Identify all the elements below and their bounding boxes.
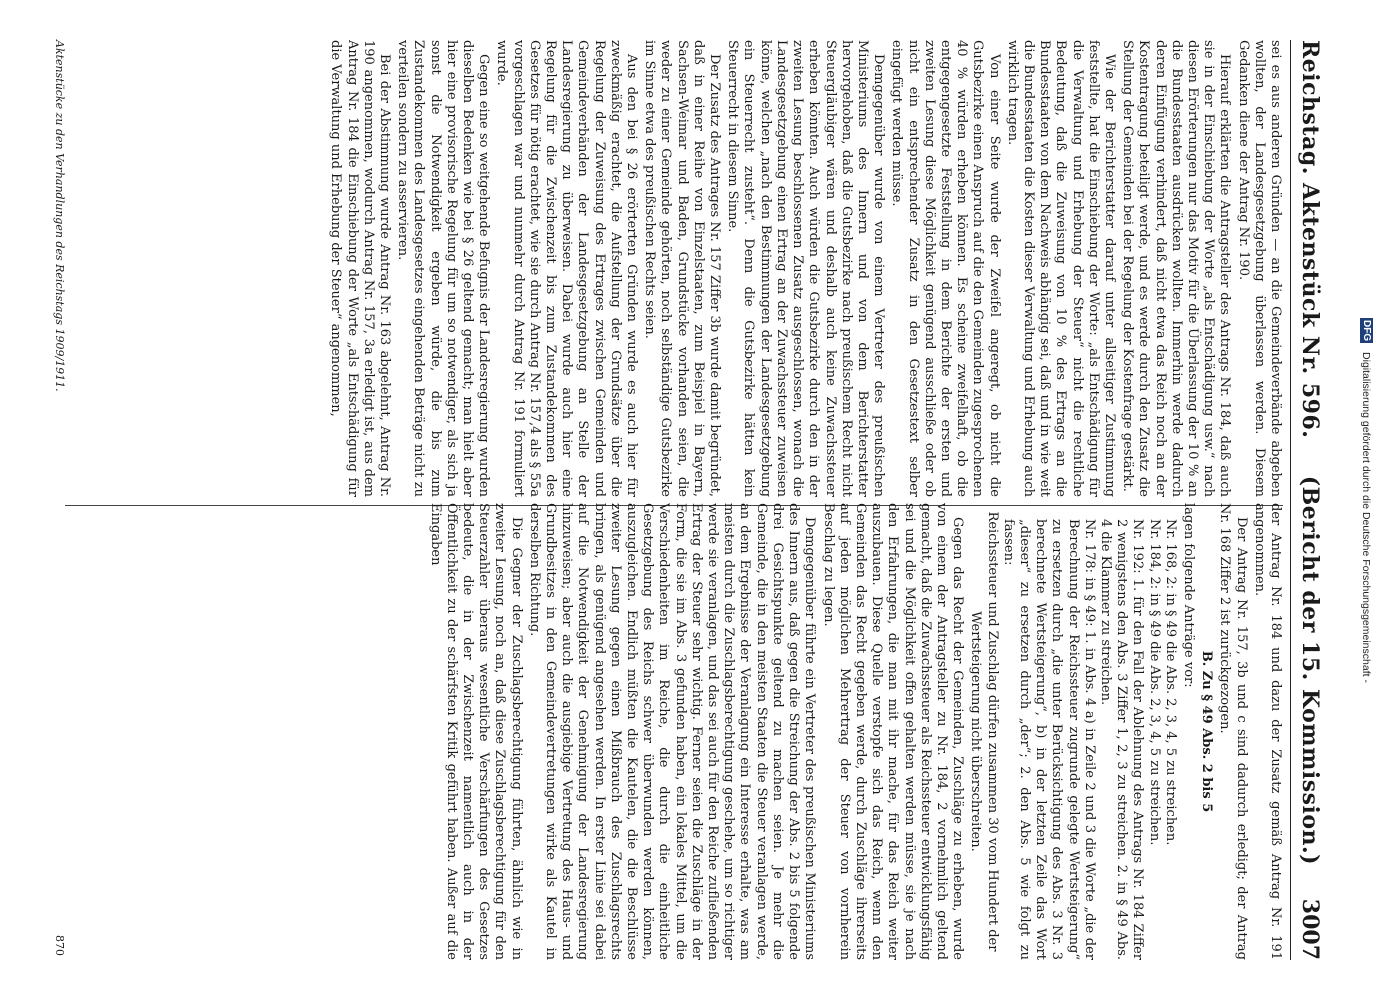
right-paragraph: Die Gegner der Zuschlagsberechtigung führten, ähnlich wie in zweiter Lesung, noch an, daß diese Zuschlagsberechtigung für den Steuerzahler überaus wesentliche Verschärfungen des Gesetzes bedeute, die in der Zwischenzeit namentlich auch in der Öffentlichkeit zu der schärfsten Kritik geführt haben. Außer auf die Eingaben <box>427 503 524 960</box>
motion-item: Nr. 184, 2: in § 49 die Abs. 2, 3, 4, 5 zu streichen. <box>1146 519 1162 846</box>
left-column <box>65 40 1283 497</box>
dfg-logo: DFG <box>1361 319 1372 341</box>
left-paragraph: Gegen eine so weitgehende Befugnis der Landesregierung wurden dieselben Bedenken wie bei § 26 geltend gemacht; man hielt aber hier eine provisorische Regelung für um so notwendiger, als sich ja sonst die Notwendigkeit ergeben würde, die bis zum Zustandekommen des Landesgesetzes eingehenden Beträge nicht zu verteilen sondern zu asservieren. <box>394 40 491 497</box>
left-paragraph: Von einer Seite wurde der Zweifel angeregt, ob nicht die Gutsbezirke einen Anspruch auf die den Gemeinden zugesprochenen 40 % würden erheben können. Es scheine zweifelhaft, ob die entgegengesetzte Feststellung in dem Berichte der ersten und zweiten Lesung diese Möglichkeit genügend ausschließe oder ob nicht ein entsprechender Zusatz in den Gesetzestext selber eingefügt werden müsse. <box>888 40 1002 497</box>
right-paragraph: Demgegenüber führte ein Vertreter des preußischen Ministeriums des Innern aus, daß gegen die Streichung der Abs. 2 bis 5 folgende drei Gesichtspunkte geltend zu machen seien. Je mehr die Gemeinde, die in den meisten Staaten die Steuer veranlagen werde, an dem Ergebnisse der Veranlagung ein Interesse erhalte, was am meisten durch die Zuschlagsberechtigung geschehe, um so richtiger werde sie veranlagen, und das sei auch für den Reiche zufließenden Ertrag der Steuer sehr wichtig. Ferner seien die Zuschläge in der Form, die sie im Abs. 3 gefunden haben, ein lokales Mittel, um die Verschiedenheiten im Reiche, die durch die einheitliche Gesetzgebung des Reichs schwer überwunden werden können, auszugleichen. Endlich müßten die Kautelen, die die Beschlüsse zweiter Lesung gegen einen Mißbrauch des Zuschlagsrechts bringen, als genügend angesehen werden. In erster Linie sei dabei auf die Notwendigkeit der Genehmigung der Landesregierung hinzuweisen; aber auch die ausgiebige Vertretung des Haus- und Grundbesitzes in den Gemeindevertretungen wirke als Kautel in derselben Richtung. <box>526 503 817 960</box>
header-page-number: 3007 <box>1296 898 1323 960</box>
motion-item: Nr. 178: in § 49: 1. in Abs. 4 a) in Zeile 2 und 3 die Worte „die der Berechnung der Reichssteuer zugrunde gelegte Wertsteigerung“ zu ersetzen durch „die unter Berücksichtigung des Abs. 3 Nr. 3 berechnete Wertsteigerung“, b) in der letzten Zeile das Wort „dieser“ zu ersetzen durch „der“; 2. den Abs. 5 wie folgt zu fassen: <box>1000 519 1097 960</box>
digitization-text: Digitalisierung gefördert durch die Deutsche Forschungsgemeinschaft - <box>1360 351 1372 683</box>
motion-list <box>999 503 1177 960</box>
header-right <box>1297 476 1323 960</box>
left-paragraph: sei es aus anderen Gründen — an die Gemeindeverbände abgeben wollten, der Landesgesetzgebung überlassen werden. Diesem Gedanken diene der Antrag Nr. 190. <box>1235 40 1283 497</box>
right-paragraph: Gegen das Recht der Gemeinden, Zuschläge zu erheben, wurde von einem der Antragsteller zu Nr. 184, 2 vornehmlich geltend gemacht, daß die Zuwachssteuer als Reichssteuer entwicklungsfähig sei und die Möglichkeit offen gehalten werden müsse, sie je nach den Erfahrungen, die man mit ihr mache, für das Reich weiter auszubauen. Diese Quelle verstopfe sich das Reich, wenn den Gemeinden das Recht gegeben werde, durch Zuschläge ihrerseits auf jeden möglichen Mehrertrag der Steuer von vornherein Beschlag zu legen. <box>820 503 965 960</box>
header-commission: (Bericht der 15. Kommission.) <box>1296 475 1323 866</box>
left-paragraph: Demgegenüber wurde von einem Vertreter des preußischen Ministeriums des Innern und von dem Berichterstatter hervorgehoben, daß die Gutsbezirke nach preußischem Recht nicht Steuergläubiger wären und deshalb auch keine Zuwachssteuer erheben könnten. Auch würden die Gutsbezirke durch den in der zweiten Lesung beschlossenen Zusatz ausgeschlossen, wonach die Landesgesetzgebung einen Ertrag an der Zuwachssteuer zuweisen könne, welchen „nach den Bestimmungen der Landesgesetzgebung ein Steuerrecht zusteht“. Denn die Gutsbezirke hätten kein Steuerrecht in diesem Sinne. <box>724 40 886 497</box>
section-subheading: lagen folgende Anträge vor: <box>1180 503 1196 688</box>
right-intro: der Antrag Nr. 184 und dazu der Zusatz gemäß Antrag Nr. 191 angenommen. <box>1251 503 1283 960</box>
motion-item: Nr. 168, 2: in § 49 die Abs. 2, 3, 4, 5 zu streichen. <box>1162 519 1178 846</box>
left-paragraph: Wie der Berichterstatter darauf unter allseitiger Zustimmung feststellte, hat die Einschiebung der Worte: „als Entschädigung für die Verwaltung und Erhebung der Steuer“ nicht die rechtliche Bedeutung, daß die Zuweisung von 10 % des Ertrags an die Bundesstaaten von dem Nachweis abhängig sei, daß und in wie weit die Bundesstaaten die Kosten dieser Verwaltung und Erhebung auch wirklich tragen. <box>1004 40 1117 497</box>
right-column <box>65 503 1283 960</box>
right-line: Der Antrag Nr. 157, 3b und c sind dadurch erledigt; der Antrag Nr. 168 Ziffer 2 ist zurückgezogen. <box>1216 503 1249 960</box>
section-heading: B. Zu § 49 Abs. 2 bis 5 <box>1198 650 1214 813</box>
left-paragraph: Bei der Abstimmung wurde Antrag Nr. 163 abgelehnt, Antrag Nr. 190 angenommen, wodurch Antrag Nr. 157, 3a erledigt ist, aus dem Antrag Nr. 184 die Einschiebung der Worte „als Entschädigung für die Verwaltung und Erhebung der Steuer“ angenommen, <box>327 40 392 497</box>
digitization-credit <box>1345 26 1373 974</box>
page-header <box>1290 40 1325 960</box>
document-page <box>47 30 1337 970</box>
left-paragraph: Hierauf erklärten die Antragsteller des Antrags Nr. 184, daß auch sie in der Einschiebung der Worte „als Entschädigung usw.“ nach diesen Erörterungen nur das Motiv für die Überlassung der 10 % an die Bundesstaaten ausdrücken wollten. Immerhin werde dadurch deren Einfügung verhindert, daß nicht etwa das Reich noch an der Kostentragung beteiligt werde, und es werde durch den Zusatz die Stellung der Gemeinden bei der Regelung der Kostenfrage gestärkt. <box>1119 40 1232 497</box>
left-paragraph: Aus den bei § 26 erörterten Gründen wurde es auch hier für zweckmäßig erachtet, die Aufstellung der Grundsätze über die Regelung der Zuweisung des Ertrages zwischen Gemeinden und Gemeindeverbänden der Landesgesetzgebung an Stelle der Landesregierung zu überweisen. Dabei wurde auch hier eine Regelung für die Zwischenzeit bis zum Zustandekommen des Gesetzes für nötig erachtet, wie sie durch Antrag Nr. 157,4 als § 55a vorgeschlagen war und nunmehr durch Antrag Nr. 191 formuliert wurde. <box>493 40 639 497</box>
left-paragraph: Der Zusatz des Antrages Nr. 157 Ziffer 3b wurde damit begründet, daß in einer Reihe von Einzelstaaten, zum Beispiel in Bayern, Sachsen-Weimar und Baden, Grundstücke vorhanden seien, die weder zu einer Gemeinde gehörten, noch selbständige Gutsbezirke im Sinne etwa des preußischen Rechts seien. <box>641 40 722 497</box>
bottom-page-number: 870 <box>52 935 66 956</box>
motion-item: Nr. 192: 1. für den Fall der Ablehnung des Antrags Nr. 184 Ziffer 2 wenigstens den Abs. 3 Ziffer 1, 2, 3 zu streichen. 2. in § 49 Abs. 4 die Klammer zu streichen. <box>1097 519 1145 960</box>
quoted-clause: Reichssteuer und Zuschlag dürfen zusammen 30 vom Hundert der Wertsteigerung nicht überschreiten. <box>967 511 1000 952</box>
footnote: Aktenstücke zu den Verhandlungen des Reichstags 1909/1911. <box>52 40 66 392</box>
header-title: Reichstag. Aktenstück Nr. 596. <box>1296 40 1323 439</box>
text-columns <box>52 40 1283 960</box>
